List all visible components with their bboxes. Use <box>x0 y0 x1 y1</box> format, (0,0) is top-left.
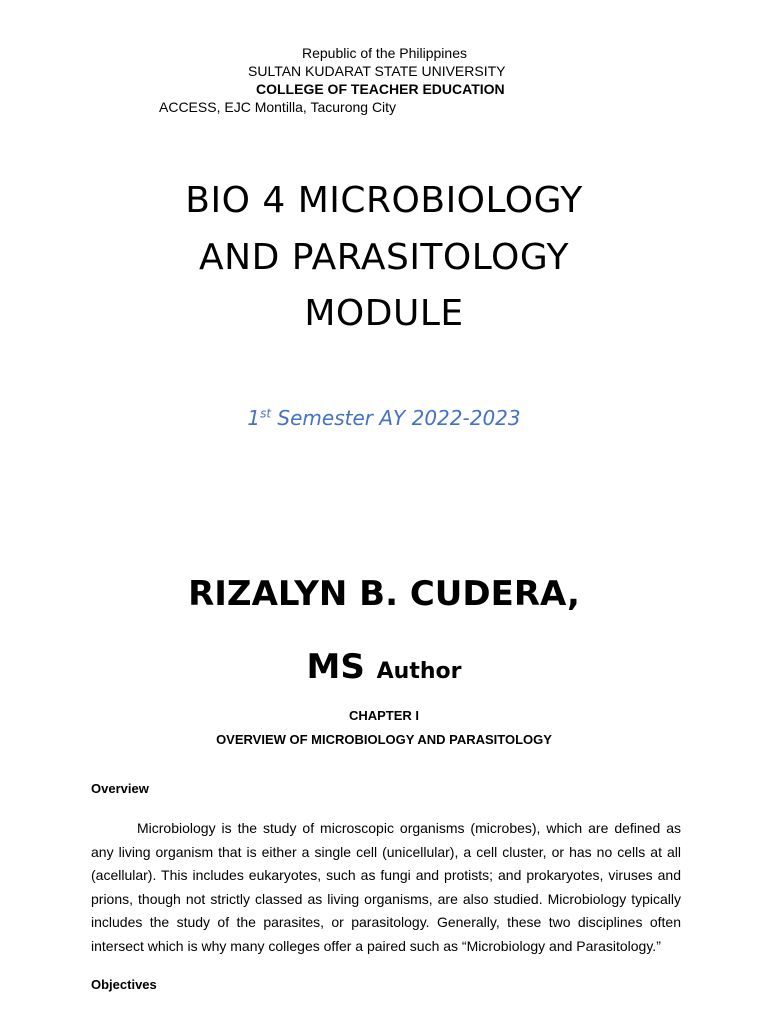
header-college: COLLEGE OF TEACHER EDUCATION <box>256 81 505 97</box>
header-university: SULTAN KUDARAT STATE UNIVERSITY <box>248 63 506 79</box>
semester-ordinal-suffix: st <box>260 406 272 421</box>
overview-paragraph: Microbiology is the study of microscopic organisms (microbes), which are defined as any living organism that is either a single cell (unicellular), a cell cluster, or has no cells at all (acellular). This includes eukaryotes, such as fungi and protists; and prokaryotes, viruses and prions, though not strictly classed as living organisms, are also studied. Microbiology typically includes the study of the parasites, or parasitology. Generally, these two disciplines often intersect which is why many colleges offer a paired such as “Microbiology and Parasitology.” <box>91 820 681 954</box>
chapter-label: CHAPTER I <box>348 708 420 723</box>
semester-line <box>0 406 768 430</box>
module-title-line-3: MODULE <box>304 293 464 334</box>
module-title-line-1: BIO 4 MICROBIOLOGY <box>185 180 583 221</box>
author-role: Author <box>376 659 462 684</box>
author-credential-line <box>0 647 768 692</box>
objectives-heading: Objectives <box>91 977 157 992</box>
header-address: ACCESS, EJC Montilla, Tacurong City <box>159 99 397 115</box>
semester-number: 1 <box>247 406 261 430</box>
overview-heading: Overview <box>91 781 149 796</box>
author-degree: MS <box>306 647 365 687</box>
chapter-title: OVERVIEW OF MICROBIOLOGY AND PARASITOLOGY <box>216 732 552 747</box>
semester-text: Semester AY 2022-2023 <box>271 406 521 430</box>
module-title-line-2: AND PARASITOLOGY <box>199 237 569 278</box>
header-republic: Republic of the Philippines <box>302 45 467 61</box>
author-name: RIZALYN B. CUDERA, <box>188 574 580 614</box>
